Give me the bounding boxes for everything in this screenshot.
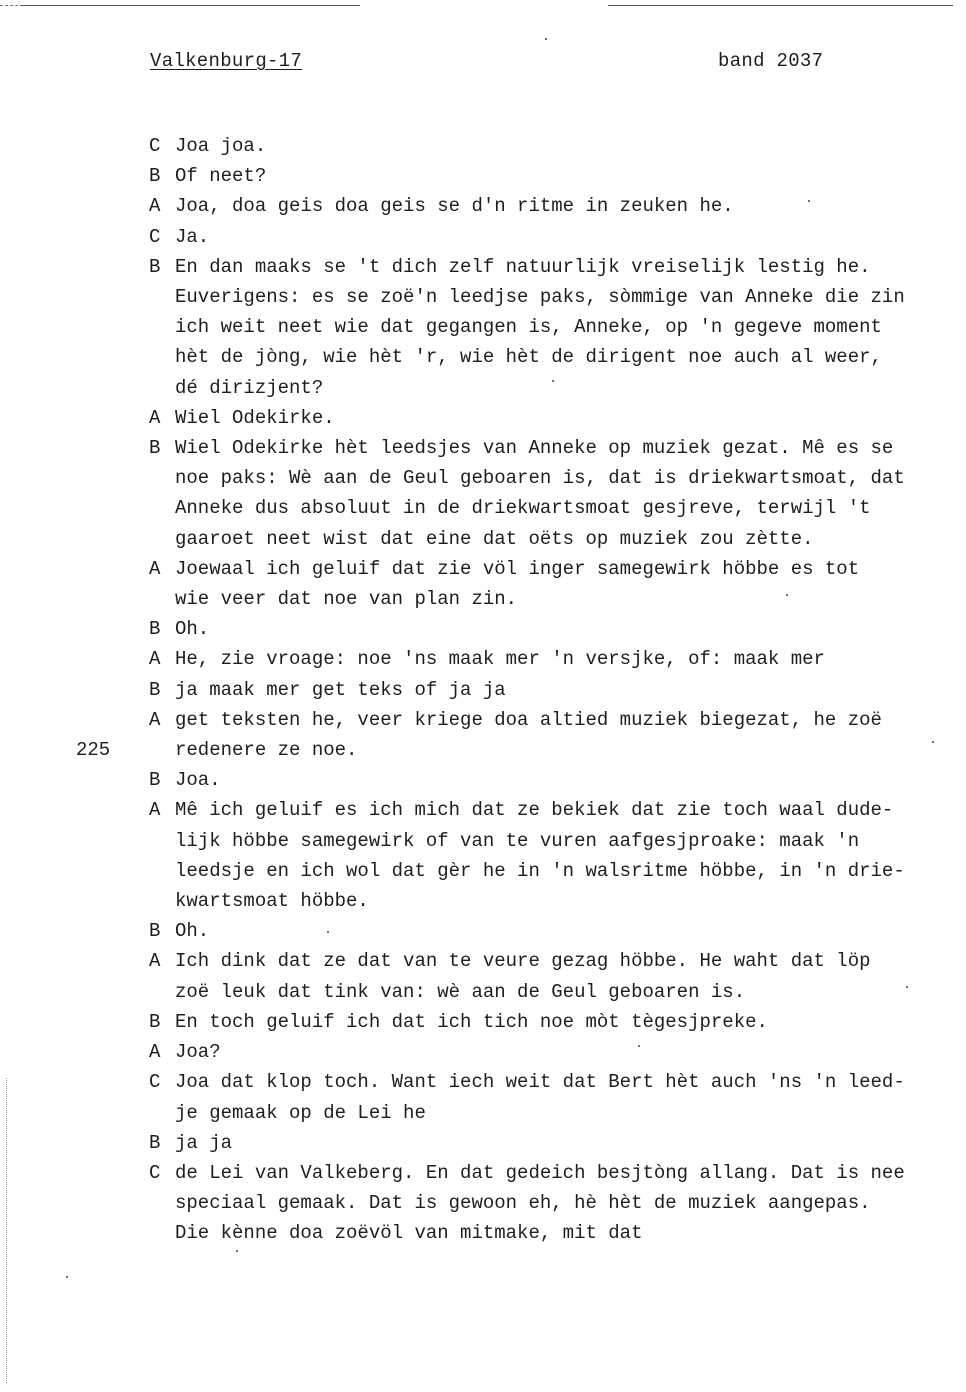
utterance-line: En toch geluif ich dat ich tich noe mòt tègesjpreke. [175, 1010, 768, 1033]
speaker-label: A [149, 195, 161, 218]
speaker-turn [149, 765, 964, 795]
utterance-line: redenere ze noe. [175, 739, 358, 762]
speaker-turn [149, 675, 964, 705]
speaker-label: A [149, 950, 161, 973]
speaker-label: B [149, 1131, 161, 1154]
speaker-turn [149, 916, 964, 946]
speaker-label: A [149, 1041, 161, 1064]
tape-number: band 2037 [718, 50, 824, 72]
utterance-line: Joa, doa geis doa geis se d'n ritme in zeuken he. [175, 195, 734, 218]
utterance-line: wie veer dat noe van plan zin. [175, 588, 518, 611]
utterance-line: Ich dink dat ze dat van te veure gezag höbbe. He waht dat löp [175, 950, 871, 973]
speaker-turn [149, 705, 964, 765]
utterance-line: speciaal gemaak. Dat is gewoon eh, hè hèt de muziek aangepas. [175, 1192, 871, 1215]
speaker-turn [149, 795, 964, 916]
speaker-turn [149, 1128, 964, 1158]
speaker-label: B [149, 618, 161, 641]
utterance-line: Wiel Odekirke hèt leedsjes van Anneke op muziek gezat. Mê es se [175, 437, 894, 460]
scan-edge-marks [6, 1078, 7, 1383]
utterance-line: lijk höbbe samegewirk of van te vuren aafgesjproake: maak 'n [175, 829, 860, 852]
speaker-turn [149, 131, 964, 161]
utterance-line: Oh. [175, 920, 210, 943]
speaker-label: B [149, 437, 161, 460]
utterance-line: Of neet? [175, 165, 267, 188]
line-number-marker: 225 [76, 739, 111, 761]
speaker-label: C [149, 1161, 161, 1184]
speaker-turn [149, 946, 964, 1006]
utterance-line: Joewaal ich geluif dat zie völ inger samegewirk höbbe es tot [175, 557, 860, 580]
speaker-label: B [149, 165, 161, 188]
speaker-turn [149, 252, 964, 403]
speaker-turn [149, 433, 964, 554]
utterance-line: Anneke dus absoluut in de driekwartsmoat gesjreve, terwijl 't [175, 497, 871, 520]
utterance-line: ich weit neet wie dat gegangen is, Anneke, op 'n gegeve moment [175, 316, 882, 339]
speaker-turn [149, 403, 964, 433]
speaker-turn [149, 554, 964, 614]
utterance-line: Ja. [175, 225, 210, 248]
utterance-line: dé dirizjent? [175, 376, 324, 399]
utterance-line: Wiel Odekirke. [175, 406, 335, 429]
utterance-line: Joa. [175, 769, 221, 792]
speaker-label: A [149, 406, 161, 429]
speaker-label: A [149, 799, 161, 822]
speaker-label: B [149, 255, 161, 278]
utterance-line: de Lei van Valkeberg. En dat gedeich besjtòng allang. Dat is nee [175, 1161, 905, 1184]
utterance-line: En dan maaks se 't dich zelf natuurlijk vreiselijk lestig he. [175, 255, 871, 278]
speaker-label: B [149, 769, 161, 792]
scan-speck [236, 1250, 238, 1252]
top-rule-right [608, 5, 953, 6]
speaker-label: B [149, 920, 161, 943]
utterance-line: Euverigens: es se zoë'n leedjse paks, sòmmige van Anneke die zin [175, 286, 905, 309]
utterance-line: ja maak mer get teks of ja ja [175, 678, 506, 701]
speaker-label: A [149, 557, 161, 580]
speaker-label: B [149, 1010, 161, 1033]
utterance-line: He, zie vroage: noe 'ns maak mer 'n versjke, of: maak mer [175, 648, 825, 671]
speaker-label: A [149, 708, 161, 731]
utterance-line: Joa joa. [175, 135, 267, 157]
speaker-label: C [149, 135, 161, 157]
speaker-label: A [149, 648, 161, 671]
scan-speck [786, 594, 788, 596]
scan-speck [906, 986, 908, 988]
utterance-line: ja ja [175, 1131, 233, 1154]
scan-speck [545, 38, 547, 40]
speaker-turn [149, 644, 964, 674]
scan-speck [552, 380, 554, 382]
utterance-line: leedsje en ich wol dat gèr he in 'n walsritme höbbe, in 'n drie- [175, 859, 905, 882]
utterance-line: Joa? [175, 1041, 221, 1064]
speaker-turn [149, 161, 964, 191]
scan-speck [327, 931, 329, 933]
scan-speck [932, 741, 934, 743]
scan-speck [808, 200, 810, 202]
speaker-label: B [149, 678, 161, 701]
utterance-line: Mê ich geluif es ich mich dat ze bekiek dat zie toch waal dude- [175, 799, 894, 822]
speaker-turn [149, 1067, 964, 1127]
speaker-turn [149, 1158, 964, 1249]
speaker-turn [149, 614, 964, 644]
transcript-body [149, 131, 964, 1249]
scan-speck [66, 1276, 68, 1278]
document-title: Valkenburg-17 [150, 50, 303, 72]
utterance-line: noe paks: Wè aan de Geul geboaren is, dat is driekwartsmoat, dat [175, 467, 905, 490]
utterance-line: Die kènne doa zoëvöl van mitmake, mit dat [175, 1222, 643, 1245]
utterance-line: Oh. [175, 618, 210, 641]
top-rule-left [20, 5, 360, 6]
speaker-turn [149, 222, 964, 252]
speaker-label: C [149, 1071, 161, 1094]
speaker-turn [149, 191, 964, 221]
utterance-line: kwartsmoat höbbe. [175, 890, 369, 913]
utterance-line: je gemaak op de Lei he [175, 1101, 426, 1124]
utterance-line: zoë leuk dat tink van: wè aan de Geul geboaren is. [175, 980, 746, 1003]
speaker-turn [149, 1007, 964, 1037]
utterance-line: Joa dat klop toch. Want iech weit dat Bert hèt auch 'ns 'n leed- [175, 1071, 905, 1094]
utterance-line: gaaroet neet wist dat eine dat oëts op muziek zou zètte. [175, 527, 814, 550]
speaker-turn [149, 1037, 964, 1067]
speaker-label: C [149, 225, 161, 248]
utterance-line: get teksten he, veer kriege doa altied muziek biegezat, he zoë [175, 708, 882, 731]
utterance-line: hèt de jòng, wie hèt 'r, wie hèt de dirigent noe auch al weer, [175, 346, 882, 369]
scan-speck [638, 1045, 640, 1047]
